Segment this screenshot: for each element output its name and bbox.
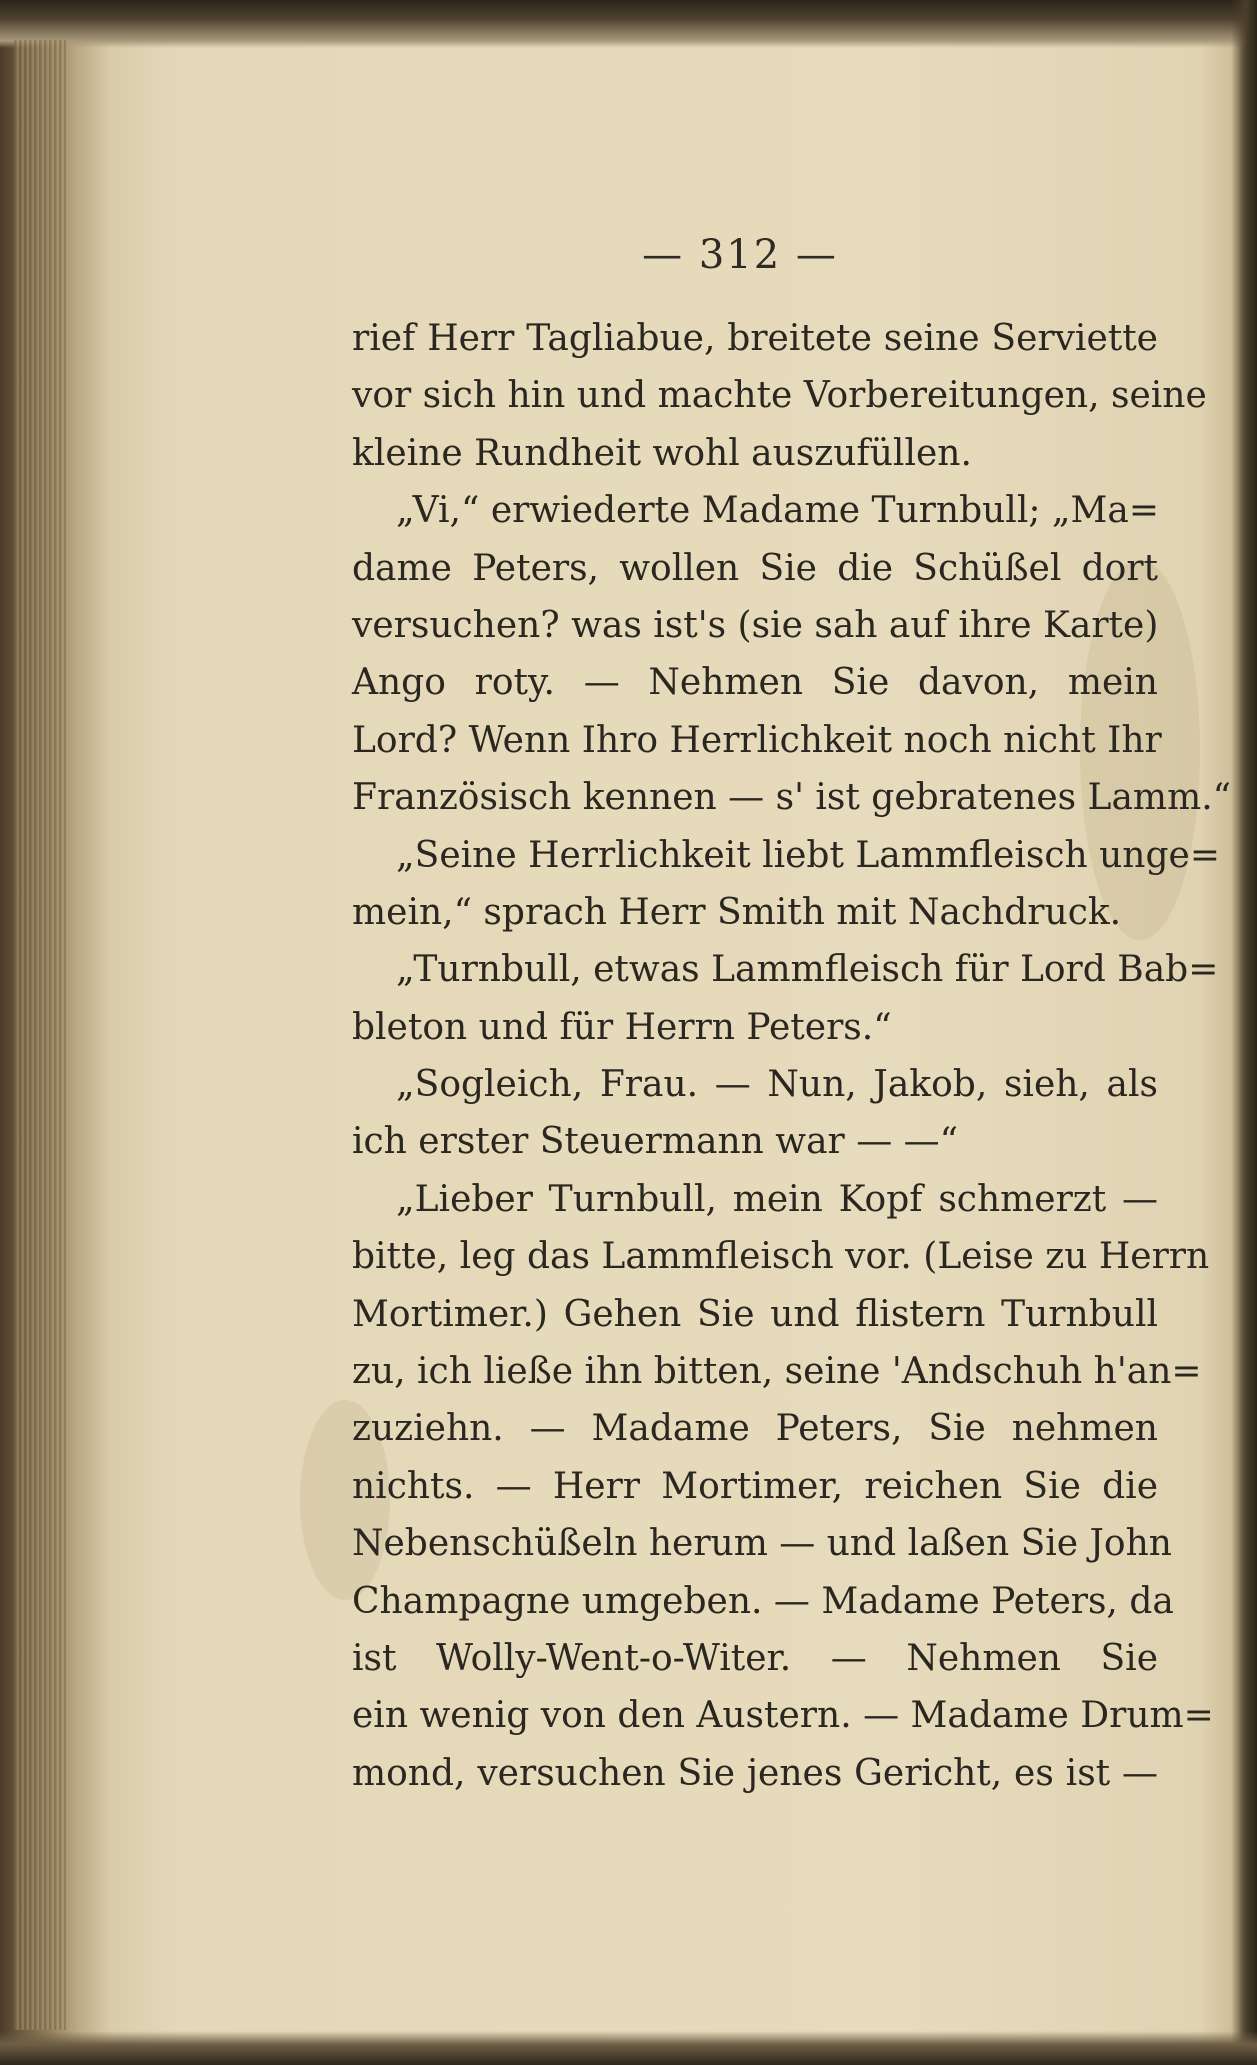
text-line: zuziehn. — Madame Peters, Sie nehmen [352,1408,1158,1450]
text-line: Französisch kennen — s' ist gebratenes Lamm.“ [352,777,1232,819]
text-line: mein,“ sprach Herr Smith mit Nachdruck. [352,891,1122,933]
page-top-shadow [0,0,1257,48]
page-bottom-shadow [0,2031,1257,2065]
text-line: kleine Rundheit wohl auszufüllen. [352,432,972,474]
text-line: Nebenschüßeln herum — und laßen Sie John [352,1523,1172,1565]
text-line: Ango roty. — Nehmen Sie davon, mein [352,662,1158,704]
text-line: „Vi,“ erwiederte Madame Turnbull; „Ma= [396,490,1160,532]
text-line: rief Herr Tagliabue, breitete seine Serviette [352,318,1158,359]
text-line: „Seine Herrlichkeit liebt Lammfleisch unge= [396,834,1221,876]
page-number: — 312 — [642,232,838,278]
text-line: Champagne umgeben. — Madame Peters, da [352,1580,1174,1622]
text-line: nichts. — Herr Mortimer, reichen Sie die [352,1465,1158,1507]
text-line: ist Wolly-Went-o-Witer. — Nehmen Sie [352,1637,1158,1679]
text-line: vor sich hin und machte Vorbereitungen, seine [352,375,1207,417]
text-line: Lord? Wenn Ihro Herrlichkeit noch nicht Ihr [352,719,1162,761]
text-line: ein wenig von den Austern. — Madame Drum= [352,1695,1214,1737]
text-line: bitte, leg das Lammfleisch vor. (Leise zu Herrn [352,1236,1210,1278]
text-line: „Turnbull, etwas Lammfleisch für Lord Bab= [396,949,1219,991]
text-line: dame Peters, wollen Sie die Schüßel dort [352,547,1158,589]
text-line: „Sogleich, Frau. — Nun, Jakob, sieh, als [396,1064,1158,1106]
book-spine-edge [14,40,66,2030]
page-right-edge [1231,0,1257,2065]
text-line: mond, versuchen Sie jenes Gericht, es ist — [352,1752,1158,1794]
text-line: Mortimer.) Gehen Sie und flistern Turnbull [352,1293,1158,1335]
text-line: bleton und für Herrn Peters.“ [352,1006,892,1048]
text-line: versuchen? was ist's (sie sah auf ihre Karte) [352,604,1159,646]
text-line: ich erster Steuermann war — —“ [352,1121,959,1163]
text-line: zu, ich ließe ihn bitten, seine 'Andschuh h'an= [352,1351,1202,1393]
text-line: „Lieber Turnbull, mein Kopf schmerzt — [396,1178,1158,1220]
body-text [352,310,1232,1802]
